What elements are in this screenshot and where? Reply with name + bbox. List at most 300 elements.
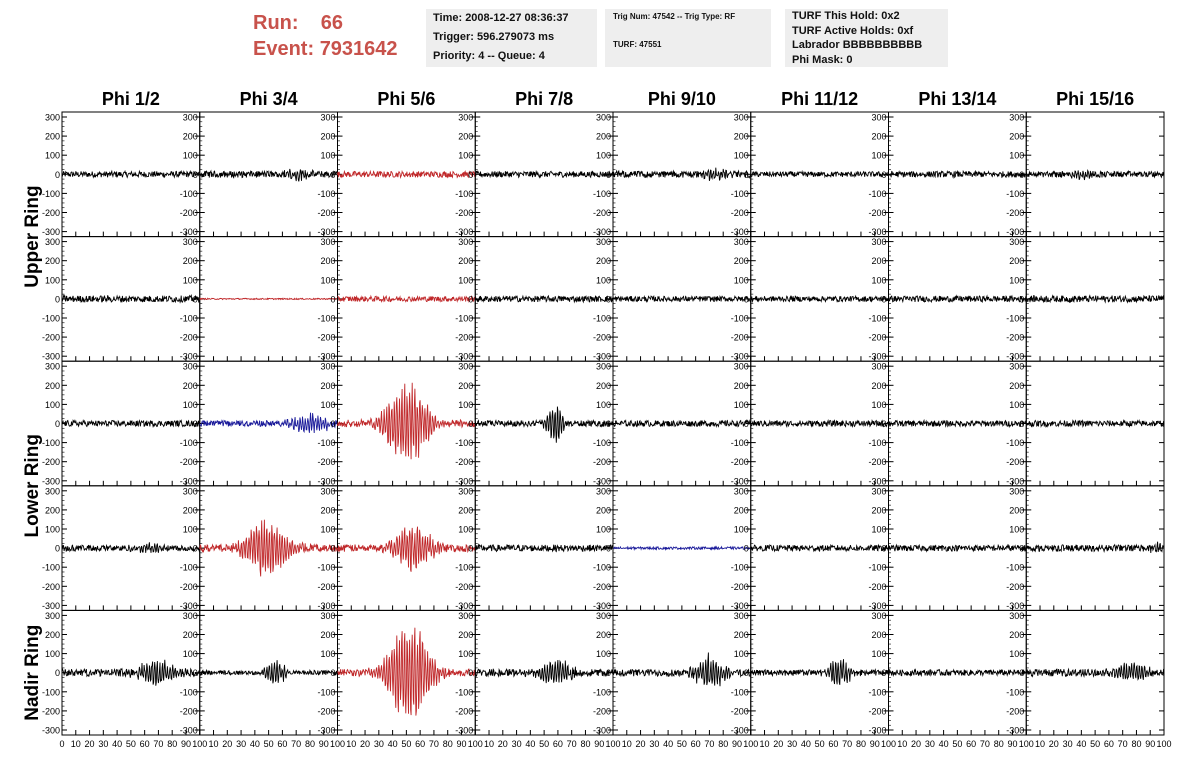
y-tick-label: 300	[595, 610, 611, 621]
x-tick-label: 70	[291, 739, 302, 749]
x-tick-label: 70	[566, 739, 577, 749]
x-tick-label: 100	[467, 739, 483, 749]
x-tick-label: 20	[773, 739, 784, 749]
y-tick-label: -200	[317, 332, 336, 343]
column-header: Phi 11/12	[781, 89, 859, 109]
y-tick-label: 300	[458, 112, 474, 123]
x-tick-label: 10	[759, 739, 770, 749]
x-tick-label: 80	[855, 739, 866, 749]
y-tick-label: 0	[881, 668, 887, 679]
waveform-trace	[751, 296, 889, 301]
y-tick-label: -200	[1006, 581, 1025, 592]
y-tick-label: -300	[41, 725, 60, 736]
waveform-trace	[200, 660, 338, 683]
y-tick-label: -100	[1006, 438, 1025, 449]
x-tick-label: 10	[621, 739, 632, 749]
y-tick-label: -100	[179, 188, 198, 199]
y-tick-label: 100	[871, 275, 887, 286]
waveform-trace	[200, 413, 338, 433]
x-tick-label: 20	[84, 739, 95, 749]
y-tick-label: -100	[592, 562, 611, 573]
y-tick-label: -200	[179, 332, 198, 343]
x-tick-label: 10	[484, 739, 495, 749]
y-tick-label: -300	[868, 351, 887, 362]
x-tick-label: 90	[180, 739, 191, 749]
y-tick-label: -300	[455, 476, 474, 487]
x-tick-label: 90	[456, 739, 467, 749]
y-tick-label: -300	[730, 227, 749, 238]
y-tick-label: 300	[458, 237, 474, 248]
x-tick-label: 100	[743, 739, 759, 749]
y-tick-label: 300	[871, 237, 887, 248]
y-tick-label: 200	[871, 630, 887, 640]
y-tick-label: -100	[455, 562, 474, 573]
row-label: Lower Ring	[22, 434, 43, 538]
column-header: Phi 3/4	[239, 89, 298, 109]
turf-hold-text: TURF This Hold: 0x2	[792, 10, 900, 22]
y-tick-label: -200	[455, 332, 474, 343]
waveform-trace	[200, 169, 338, 182]
x-tick-label: 80	[580, 739, 591, 749]
y-tick-label: -300	[317, 725, 336, 736]
column-header: Phi 7/8	[515, 89, 574, 109]
y-tick-label: 0	[605, 169, 611, 180]
waveform-trace	[889, 421, 1027, 427]
y-tick-label: -200	[868, 208, 887, 218]
waveform-trace	[889, 545, 1027, 551]
y-tick-label: 0	[54, 543, 60, 554]
y-tick-label: 100	[182, 649, 198, 660]
y-tick-label: 300	[458, 486, 474, 497]
x-tick-label: 40	[525, 739, 536, 749]
y-tick-label: -300	[179, 476, 198, 487]
y-tick-label: 200	[458, 630, 474, 640]
y-tick-label: -200	[730, 332, 749, 343]
y-tick-label: 300	[44, 486, 60, 497]
waveform-trace	[613, 653, 751, 687]
y-tick-label: -100	[868, 313, 887, 324]
run-label: Run:	[253, 12, 299, 34]
x-tick-label: 80	[442, 739, 453, 749]
y-tick-label: 0	[192, 294, 198, 305]
x-tick-label: 70	[704, 739, 715, 749]
y-tick-label: -300	[730, 725, 749, 736]
y-tick-label: 200	[44, 380, 60, 391]
y-tick-label: -100	[868, 687, 887, 698]
y-tick-label: 100	[733, 399, 749, 410]
y-tick-label: 0	[330, 294, 336, 305]
waveform-trace	[751, 545, 889, 551]
turf-active-text: TURF Active Holds: 0xf	[792, 24, 914, 37]
y-tick-label: 200	[44, 131, 60, 142]
y-tick-label: 0	[54, 668, 60, 679]
y-tick-label: 0	[743, 543, 749, 554]
y-tick-label: -100	[868, 188, 887, 199]
y-tick-label: 0	[881, 169, 887, 180]
y-tick-label: 300	[320, 486, 336, 497]
waveform-trace	[1026, 663, 1164, 680]
waveform-trace	[475, 660, 613, 683]
y-tick-label: 200	[182, 256, 198, 267]
waveform-trace	[613, 547, 751, 549]
y-tick-label: -100	[1006, 313, 1025, 324]
y-tick-label: -200	[41, 208, 60, 218]
y-tick-label: -300	[455, 351, 474, 362]
y-tick-label: -100	[41, 562, 60, 573]
y-tick-label: -300	[317, 227, 336, 238]
x-tick-label: 40	[938, 739, 949, 749]
y-tick-label: -100	[592, 687, 611, 698]
y-tick-label: 200	[182, 380, 198, 391]
y-tick-label: 100	[320, 524, 336, 535]
y-tick-label: 300	[733, 361, 749, 372]
x-tick-label: 100	[329, 739, 346, 749]
column-header: Phi 15/16	[1056, 89, 1135, 109]
y-tick-label: -200	[592, 581, 611, 592]
y-tick-label: 100	[182, 150, 198, 161]
waveform-trace	[475, 294, 613, 305]
y-tick-label: -300	[455, 227, 474, 238]
y-tick-label: 0	[605, 543, 611, 554]
y-tick-label: 200	[320, 256, 336, 267]
y-tick-label: 0	[743, 169, 749, 180]
x-tick-label: 100	[192, 739, 208, 749]
x-tick-label: 40	[249, 739, 260, 749]
x-tick-label: 50	[401, 739, 412, 749]
row-label: Upper Ring	[22, 185, 43, 288]
y-tick-label: 0	[1019, 294, 1025, 305]
y-tick-label: -200	[179, 581, 198, 592]
y-tick-label: 300	[458, 361, 474, 372]
y-tick-label: 300	[182, 486, 198, 497]
y-tick-label: 0	[330, 169, 336, 180]
y-tick-label: -200	[592, 457, 611, 468]
y-tick-label: 0	[330, 668, 336, 679]
y-tick-label: 100	[458, 275, 474, 286]
y-tick-label: 300	[733, 112, 749, 123]
y-tick-label: 100	[595, 649, 611, 660]
y-tick-label: -100	[455, 188, 474, 199]
x-tick-label: 90	[869, 739, 880, 749]
y-tick-label: -200	[317, 457, 336, 468]
y-tick-label: 0	[468, 543, 474, 554]
y-tick-label: -200	[179, 457, 198, 468]
y-tick-label: -300	[1006, 476, 1025, 487]
y-tick-label: 200	[458, 380, 474, 391]
x-tick-label: 80	[1131, 739, 1142, 749]
y-tick-label: -300	[868, 725, 887, 736]
y-tick-label: 300	[595, 237, 611, 248]
x-tick-label: 40	[663, 739, 674, 749]
x-tick-label: 30	[373, 739, 384, 749]
y-tick-label: -200	[592, 706, 611, 717]
x-tick-label: 30	[649, 739, 660, 749]
y-tick-label: 200	[871, 380, 887, 391]
x-tick-label: 90	[594, 739, 605, 749]
y-tick-label: -100	[455, 438, 474, 449]
x-tick-label: 60	[552, 739, 563, 749]
y-tick-label: 0	[881, 419, 887, 429]
y-tick-label: 300	[1009, 112, 1025, 123]
x-tick-label: 90	[731, 739, 742, 749]
waveform-trace	[200, 298, 338, 299]
waveform-trace	[62, 542, 200, 553]
y-tick-label: -300	[592, 476, 611, 487]
y-tick-label: -300	[730, 476, 749, 487]
x-tick-label: 60	[690, 739, 701, 749]
y-tick-label: 100	[458, 524, 474, 535]
x-tick-label: 50	[952, 739, 963, 749]
y-tick-label: 100	[320, 150, 336, 161]
y-tick-label: -100	[179, 687, 198, 698]
y-tick-label: -200	[317, 208, 336, 218]
y-tick-label: -100	[730, 313, 749, 324]
y-tick-label: -200	[592, 332, 611, 343]
y-tick-label: -200	[868, 332, 887, 343]
x-tick-label: 30	[1062, 739, 1073, 749]
x-tick-label: 80	[718, 739, 729, 749]
y-tick-label: -300	[1006, 227, 1025, 238]
y-tick-label: -300	[41, 351, 60, 362]
y-tick-label: -300	[592, 600, 611, 611]
y-tick-label: -300	[179, 725, 198, 736]
y-tick-label: 300	[44, 237, 60, 248]
column-header: Phi 1/2	[101, 89, 160, 109]
y-tick-label: -200	[730, 457, 749, 468]
x-tick-label: 100	[1156, 739, 1172, 749]
y-tick-label: -200	[317, 581, 336, 592]
y-tick-label: 0	[468, 294, 474, 305]
y-tick-label: 0	[468, 169, 474, 180]
y-tick-label: -300	[1006, 351, 1025, 362]
x-tick-label: 30	[787, 739, 798, 749]
y-tick-label: 300	[320, 610, 336, 621]
y-tick-label: 100	[458, 399, 474, 410]
y-tick-label: 300	[871, 361, 887, 372]
y-tick-label: 0	[1019, 169, 1025, 180]
y-tick-label: 0	[1019, 543, 1025, 554]
y-tick-label: 200	[595, 380, 611, 391]
y-tick-label: 0	[743, 419, 749, 429]
y-tick-label: 200	[733, 505, 749, 516]
x-tick-label: 70	[153, 739, 164, 749]
y-tick-label: 100	[733, 524, 749, 535]
waveform-trace	[1026, 170, 1164, 180]
x-tick-label: 70	[428, 739, 439, 749]
y-tick-label: 200	[182, 630, 198, 640]
x-tick-label: 30	[924, 739, 935, 749]
y-tick-label: 200	[458, 505, 474, 516]
x-tick-label: 20	[911, 739, 922, 749]
y-tick-label: 100	[44, 399, 60, 410]
y-tick-label: 100	[44, 275, 60, 286]
y-tick-label: 0	[881, 294, 887, 305]
y-tick-label: -300	[317, 476, 336, 487]
y-tick-label: -200	[868, 581, 887, 592]
x-tick-label: 60	[828, 739, 839, 749]
y-tick-label: -100	[455, 313, 474, 324]
y-tick-label: 200	[1009, 380, 1025, 391]
y-tick-label: 200	[182, 505, 198, 516]
y-tick-label: 0	[743, 668, 749, 679]
y-tick-label: 200	[458, 256, 474, 267]
y-tick-label: -100	[730, 188, 749, 199]
y-tick-label: 200	[458, 131, 474, 142]
y-tick-label: 0	[54, 419, 60, 429]
y-tick-label: 200	[595, 131, 611, 142]
trig-num-text: Trig Num: 47542 -- Trig Type: RF	[613, 12, 736, 21]
y-tick-label: -100	[1006, 188, 1025, 199]
y-tick-label: -200	[179, 208, 198, 218]
y-tick-label: 100	[458, 150, 474, 161]
waveform-trace	[613, 421, 751, 427]
x-tick-label: 20	[635, 739, 646, 749]
x-tick-label: 20	[222, 739, 233, 749]
y-tick-label: 300	[320, 112, 336, 123]
waveform-trace	[613, 168, 751, 181]
y-tick-label: -200	[455, 581, 474, 592]
y-tick-label: -300	[41, 227, 60, 238]
x-tick-label: 10	[1035, 739, 1046, 749]
y-tick-label: 100	[871, 399, 887, 410]
y-tick-label: 300	[182, 237, 198, 248]
waveform-trace	[338, 628, 476, 716]
y-tick-label: 100	[320, 275, 336, 286]
y-tick-label: -100	[868, 562, 887, 573]
y-tick-label: 200	[733, 380, 749, 391]
waveform-trace	[475, 545, 613, 552]
x-tick-label: 60	[277, 739, 288, 749]
y-tick-label: 0	[54, 169, 60, 180]
y-tick-label: 100	[1009, 150, 1025, 161]
y-tick-label: -100	[179, 313, 198, 324]
y-tick-label: 100	[733, 150, 749, 161]
y-tick-label: 0	[605, 419, 611, 429]
x-tick-label: 70	[1117, 739, 1128, 749]
x-tick-label: 30	[236, 739, 247, 749]
y-tick-label: 200	[320, 630, 336, 640]
y-tick-label: 300	[1009, 610, 1025, 621]
y-tick-label: -200	[455, 706, 474, 717]
y-tick-label: -100	[317, 313, 336, 324]
y-tick-label: 200	[733, 256, 749, 267]
y-tick-label: -100	[41, 313, 60, 324]
y-tick-label: 100	[182, 399, 198, 410]
run-value: 66	[320, 12, 344, 34]
y-tick-label: 200	[595, 505, 611, 516]
y-tick-label: 100	[871, 524, 887, 535]
phi-mask-text: Phi Mask: 0	[792, 53, 853, 66]
x-tick-label: 60	[415, 739, 426, 749]
y-tick-label: 0	[605, 294, 611, 305]
y-tick-label: -100	[455, 687, 474, 698]
y-tick-label: 200	[871, 256, 887, 267]
y-tick-label: 0	[468, 668, 474, 679]
x-tick-label: 40	[800, 739, 811, 749]
waveform-trace	[475, 171, 613, 177]
y-tick-label: 200	[595, 256, 611, 267]
y-tick-label: 300	[44, 361, 60, 372]
y-tick-label: -100	[592, 438, 611, 449]
y-tick-label: 100	[458, 649, 474, 660]
time-text: Time: 2008-12-27 08:36:37	[433, 12, 569, 24]
x-tick-label: 90	[1007, 739, 1018, 749]
y-tick-label: 100	[182, 524, 198, 535]
column-header: Phi 9/10	[647, 89, 716, 109]
column-header: Phi 5/6	[377, 89, 436, 109]
waveform-trace	[889, 294, 1027, 305]
y-tick-label: 300	[871, 486, 887, 497]
waveform-trace	[338, 171, 476, 177]
y-tick-label: 200	[182, 131, 198, 142]
y-tick-label: -100	[179, 562, 198, 573]
y-tick-label: -300	[179, 227, 198, 238]
x-tick-label: 20	[497, 739, 508, 749]
y-tick-label: 300	[458, 610, 474, 621]
y-tick-label: 200	[44, 630, 60, 640]
x-tick-label: 10	[70, 739, 81, 749]
x-tick-label: 60	[139, 739, 150, 749]
y-tick-label: -200	[1006, 332, 1025, 343]
y-tick-label: 200	[44, 505, 60, 516]
waveform-trace	[62, 171, 200, 177]
y-tick-label: 0	[1019, 668, 1025, 679]
y-tick-label: 0	[743, 294, 749, 305]
y-tick-label: 300	[182, 610, 198, 621]
y-tick-label: -100	[179, 438, 198, 449]
x-tick-label: 10	[346, 739, 357, 749]
y-tick-label: -300	[1006, 725, 1025, 736]
y-tick-label: -300	[41, 600, 60, 611]
y-tick-label: 300	[182, 112, 198, 123]
y-tick-label: 200	[1009, 131, 1025, 142]
y-tick-label: -200	[1006, 706, 1025, 717]
y-tick-label: -300	[455, 600, 474, 611]
y-tick-label: -200	[317, 706, 336, 717]
y-tick-label: -100	[730, 687, 749, 698]
y-tick-label: 100	[1009, 524, 1025, 535]
y-tick-label: 100	[1009, 399, 1025, 410]
y-tick-label: -300	[455, 725, 474, 736]
y-tick-label: 200	[1009, 256, 1025, 267]
waveform-trace	[1026, 421, 1164, 427]
y-tick-label: -200	[455, 457, 474, 468]
y-tick-label: 0	[192, 419, 198, 429]
x-tick-label: 80	[167, 739, 178, 749]
y-tick-label: 300	[595, 486, 611, 497]
waveform-trace	[613, 296, 751, 301]
y-tick-label: 0	[192, 543, 198, 554]
y-tick-label: -100	[41, 687, 60, 698]
y-tick-label: 100	[595, 275, 611, 286]
waveform-trace	[751, 172, 889, 177]
y-tick-label: -200	[730, 208, 749, 218]
y-tick-label: -100	[317, 188, 336, 199]
event-value: 7931642	[319, 38, 398, 60]
x-tick-label: 50	[539, 739, 550, 749]
y-tick-label: 200	[1009, 630, 1025, 640]
waveform-trace	[889, 171, 1027, 177]
y-tick-label: 200	[320, 131, 336, 142]
y-tick-label: 300	[182, 361, 198, 372]
y-tick-label: -200	[868, 457, 887, 468]
waveform-trace	[751, 421, 889, 427]
y-tick-label: -100	[730, 562, 749, 573]
y-tick-label: 200	[871, 131, 887, 142]
y-tick-label: -200	[1006, 457, 1025, 468]
x-tick-label: 100	[880, 739, 897, 749]
y-tick-label: -300	[179, 600, 198, 611]
